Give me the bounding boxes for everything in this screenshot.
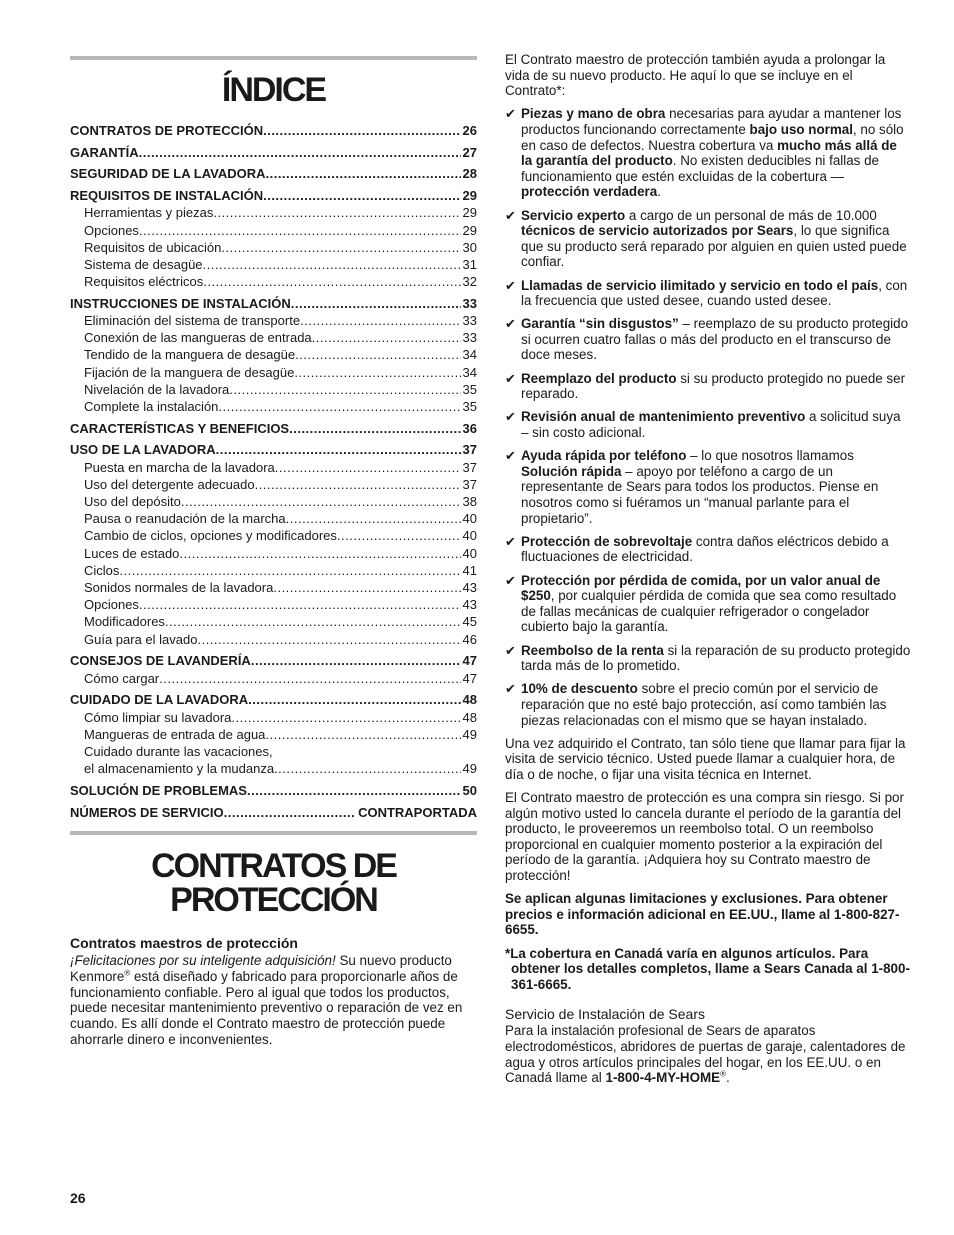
- toc-entry: [70, 420, 477, 437]
- benefit-text: . No existen deducibles ni fallas de funcionamiento que estén excluidas de la cobertura —: [521, 153, 879, 184]
- toc-entry: [70, 122, 477, 139]
- toc-entry: [70, 726, 477, 743]
- toc-entry-page: 50: [462, 782, 477, 798]
- benefit-item: [505, 208, 911, 270]
- toc-leader: [263, 187, 460, 204]
- toc-entry: [70, 804, 477, 821]
- toc-entry-page: CONTRAPORTADA: [358, 804, 477, 820]
- toc-entry-page: 33: [462, 295, 477, 311]
- toc-leader: [139, 222, 461, 239]
- toc-leader: [229, 381, 460, 398]
- toc-entry-page: 37: [462, 459, 477, 475]
- benefit-text: Protección de sobrevoltaje: [521, 533, 693, 549]
- toc-leader: [337, 527, 461, 544]
- toc-entry-page: 47: [462, 653, 477, 669]
- toc-entry-label: Luces de estado: [84, 545, 180, 561]
- toc-leader: [247, 782, 461, 799]
- benefit-item: [505, 681, 911, 728]
- toc-entry-label: Mangueras de entrada de agua: [84, 726, 266, 742]
- benefit-text: Ayuda rápida por teléfono: [521, 448, 687, 464]
- toc-entry-label: el almacenamiento y la mudanza: [84, 761, 275, 777]
- toc-leader: [197, 631, 460, 648]
- toc-entry-page: 46: [462, 631, 477, 647]
- benefit-text: a solicitud suya – sin costo adicional.: [521, 409, 901, 441]
- toc-entry-page: 49: [462, 726, 477, 742]
- toc-entry-label: Fijación de la manguera de desagüe: [84, 364, 295, 380]
- checkmark-icon: ✔: [505, 370, 516, 386]
- toc-leader: [294, 364, 460, 381]
- toc-entry: [70, 510, 477, 527]
- page-number: 26: [70, 1190, 86, 1206]
- benefit-text: Servicio experto: [521, 207, 626, 223]
- toc-entry-label: SEGURIDAD DE LA LAVADORA: [70, 166, 266, 182]
- benefit-text: , con la frecuencia que usted desee, cuando usted desee.: [521, 277, 908, 309]
- toc-leader: [265, 726, 460, 743]
- benefit-text: Llamadas de servicio ilimitado y servicio en todo el país: [521, 277, 879, 293]
- toc-entry-label: Guía para el lavado: [84, 631, 198, 647]
- toc-entry-page: 31: [462, 256, 477, 272]
- checkmark-icon: ✔: [505, 642, 516, 658]
- benefit-text: técnicos de servicio autorizados por Sears: [521, 223, 794, 239]
- benefit-text: – reemplazo de su producto protegido si ocurren cuatro fallas o más del producto en el transcurso de doce meses.: [521, 316, 909, 363]
- toc-leader: [300, 312, 460, 329]
- benefits-list: [505, 106, 911, 728]
- no-risk-paragraph: El Contrato maestro de protección es una compra sin riesgo. Si por algún motivo usted lo cancela durante el período de la garantía del producto, le proveeremos un reembolso total. O un reembolso proporcional en cualquier momento posterior a la expiración del período de la garantía. ¡Adquiera hoy su Contrato maestro de protección!: [505, 790, 904, 884]
- benefit-text: .: [657, 184, 661, 200]
- toc-entry: [70, 381, 477, 398]
- toc-entry-label: CUIDADO DE LA LAVADORA: [70, 692, 249, 708]
- checkmark-icon: ✔: [505, 316, 516, 332]
- benefit-item: [505, 106, 911, 200]
- toc-entry-label: Complete la instalación: [84, 399, 219, 415]
- toc-entry-label: CONTRATOS DE PROTECCIÓN: [70, 123, 264, 138]
- toc-entry: [70, 476, 477, 493]
- toc-entry-page: 40: [462, 511, 477, 527]
- toc-entry: [70, 398, 477, 415]
- toc-entry-label: CARACTERÍSTICAS Y BENEFICIOS: [70, 420, 290, 436]
- toc-leader: [295, 346, 460, 363]
- toc-entry-page: 37: [462, 442, 477, 458]
- toc-entry: [70, 295, 477, 312]
- benefit-text: mucho más allá de la garantía del producto: [521, 137, 897, 169]
- toc-entry: [70, 760, 477, 777]
- toc-leader: [265, 165, 460, 182]
- toc-leader: [165, 613, 461, 630]
- toc-entry: [70, 364, 477, 381]
- toc-entry-label: Sonidos normales de la lavadora: [84, 580, 274, 596]
- toc-entry-page: 40: [462, 545, 477, 561]
- toc-entry-label: Opciones: [84, 597, 139, 613]
- installation-service-paragraph: Para la instalación profesional de Sears de aparatos electrodomésticos, abridores de puertas de garaje, calentadores de agua y otros artículos principales del hogar, en los EE.UU. o en Canadá llame al 1-800-4-MY-HOME®.: [505, 1023, 906, 1086]
- left-column: [70, 56, 477, 1048]
- contracts-title-line-1: CONTRATOS DE: [151, 846, 396, 885]
- benefit-text: Piezas y mano de obra: [521, 106, 666, 122]
- toc-entry-label: NÚMEROS DE SERVICIO: [70, 804, 224, 820]
- benefit-item: [505, 409, 911, 440]
- toc-entry-page: 35: [462, 399, 477, 415]
- toc-entry: [70, 329, 477, 346]
- toc-leader: [231, 709, 460, 726]
- toc-entry-page: 37: [462, 476, 477, 492]
- toc-entry-label: Cambio de ciclos, opciones y modificadores: [84, 528, 337, 544]
- toc-entry-page: 43: [462, 580, 477, 596]
- toc-entry-label: Modificadores: [84, 614, 165, 630]
- toc-leader: [216, 441, 461, 458]
- toc-leader: [139, 144, 461, 161]
- toc-entry: [70, 562, 477, 579]
- toc-entry-label: Uso del depósito: [84, 494, 181, 510]
- benefit-item: [505, 534, 911, 565]
- toc-entry-label: Eliminación del sistema de transporte: [84, 313, 301, 329]
- toc-entry-label: REQUISITOS DE INSTALACIÓN: [70, 188, 264, 204]
- toc-leader: [203, 273, 460, 290]
- toc-entry-page: 29: [462, 205, 477, 221]
- toc-entry: [70, 652, 477, 669]
- toc-entry-page: 29: [462, 222, 477, 238]
- toc-entry-label: SOLUCIÓN DE PROBLEMAS: [70, 782, 247, 798]
- toc-entry: [70, 222, 477, 239]
- toc-entry-label: Requisitos eléctricos: [84, 274, 204, 290]
- toc-leader: [218, 398, 460, 415]
- toc-entry-label: GARANTÍA: [70, 144, 139, 160]
- toc-entry: [70, 631, 477, 648]
- toc-entry-page: 29: [462, 188, 477, 204]
- benefit-item: [505, 643, 911, 674]
- intro-paragraph: El Contrato maestro de protección también ayuda a prolongar la vida de su nuevo producto. He aquí lo que se incluye en el Contrato*:: [505, 52, 886, 99]
- toc-leader: [224, 804, 356, 821]
- benefit-text: – apoyo por teléfono a cargo de un representante de Sears para todos los productos. Piense en nosotros como si fuéramos un “manual parlante para el propietario”.: [521, 463, 879, 526]
- benefit-text: si la reparación de su producto protegido tarda más de lo prometido.: [521, 642, 911, 674]
- toc-entry-label: USO DE LA LAVADORA: [70, 442, 216, 458]
- benefit-text: Protección por pérdida de comida, por un valor anual de $250: [521, 572, 881, 604]
- toc-entry-label: Uso del detergente adecuado: [84, 476, 255, 492]
- checkmark-icon: ✔: [505, 572, 516, 588]
- toc-entry-page: 35: [462, 381, 477, 397]
- toc-leader: [139, 596, 461, 613]
- toc-leader: [203, 256, 461, 273]
- toc-entry: [70, 743, 477, 760]
- toc-entry: [70, 256, 477, 273]
- benefit-item: [505, 573, 911, 635]
- toc-entry-page: 40: [462, 528, 477, 544]
- install-phone: 1-800-4-MY-HOME: [605, 1070, 721, 1086]
- benefit-text: bajo uso normal: [749, 121, 853, 137]
- toc-entry-label: Puesta en marcha de la lavadora: [84, 459, 275, 475]
- toc-entry-page: 49: [462, 761, 477, 777]
- checkmark-icon: ✔: [505, 277, 516, 293]
- checkmark-icon: ✔: [505, 106, 516, 122]
- toc-entry: [70, 441, 477, 458]
- toc-entry: [70, 239, 477, 256]
- toc-leader: [255, 476, 461, 493]
- toc-leader: [291, 295, 461, 312]
- right-column: [505, 52, 911, 1093]
- benefit-text: protección verdadera: [521, 184, 658, 200]
- toc-entry-label: INSTRUCCIONES DE INSTALACIÓN: [70, 295, 291, 311]
- toc-entry: [70, 165, 477, 182]
- toc-entry-page: 33: [462, 313, 477, 329]
- benefit-text: si su producto protegido no puede ser reparado.: [521, 370, 906, 402]
- once-acquired-paragraph: Una vez adquirido el Contrato, tan sólo tiene que llamar para fijar la visita de servicio técnico. Usted puede llamar a cualquier hora, de día o de noche, o fijar una visita técnica en Internet.: [505, 735, 906, 782]
- toc-entry-label: Tendido de la manguera de desagüe: [84, 347, 296, 363]
- toc-entry-page: 47: [462, 670, 477, 686]
- toc-leader: [179, 545, 460, 562]
- benefit-item: [505, 448, 911, 526]
- congrats-text: ¡Felicitaciones por su inteligente adquisición!: [70, 952, 336, 968]
- toc-entry: [70, 691, 477, 708]
- benefit-item: [505, 316, 911, 363]
- toc-entry: [70, 204, 477, 221]
- toc-leader: [286, 510, 461, 527]
- toc-entry: [70, 527, 477, 544]
- toc-entry-page: 34: [462, 364, 477, 380]
- toc-entry: [70, 312, 477, 329]
- benefit-text: – lo que nosotros llamamos: [686, 448, 854, 464]
- toc-entry-page: 34: [462, 347, 477, 363]
- benefit-text: Reembolso de la renta: [521, 642, 664, 658]
- checkmark-icon: ✔: [505, 409, 516, 425]
- toc-leader: [248, 691, 460, 708]
- toc-entry-page: 27: [462, 144, 477, 160]
- benefit-text: 10% de descuento: [521, 681, 638, 697]
- toc-leader: [263, 122, 460, 139]
- toc-leader: [221, 239, 460, 256]
- toc-entry-label: Cuidado durante las vacaciones,: [84, 743, 273, 759]
- toc-entry-page: 38: [462, 494, 477, 510]
- benefit-text: Solución rápida: [521, 463, 622, 479]
- toc-entry: [70, 579, 477, 596]
- checkmark-icon: ✔: [505, 448, 516, 464]
- toc-leader: [213, 204, 460, 221]
- toc-entry: [70, 596, 477, 613]
- benefit-item: [505, 278, 911, 309]
- benefit-text: , lo que significa que su producto será reparado por alguien en quien usted puede confiar.: [521, 223, 907, 270]
- contracts-title: [70, 846, 477, 919]
- benefit-text: contra daños eléctricos debido a fluctuaciones de electricidad.: [521, 533, 889, 565]
- toc-entry: [70, 613, 477, 630]
- toc-entry-label: CONSEJOS DE LAVANDERÍA: [70, 653, 251, 669]
- benefit-item: [505, 371, 911, 402]
- limitations-note: Se aplican algunas limitaciones y exclusiones. Para obtener precios e información adicional en EE.UU., llame al 1-800-827-6655.: [505, 891, 900, 938]
- toc-entry: [70, 493, 477, 510]
- benefit-text: Revisión anual de mantenimiento preventivo: [521, 409, 806, 425]
- master-contracts-paragraph: ¡Felicitaciones por su inteligente adquisición! Su nuevo producto Kenmore® está diseñado y fabricado para proporcionarle años de funcionamiento confiable. Pero al igual que todos los productos, puede necesitar mantenimiento preventivo o reparación de vez en cuando. Es allí donde el Contrato maestro de protección puede ahorrarle dinero e inconvenientes.: [70, 952, 463, 1048]
- toc-entry-page: 36: [462, 420, 477, 436]
- benefit-text: Reemplazo del producto: [521, 370, 677, 386]
- checkmark-icon: ✔: [505, 207, 516, 223]
- toc-entry-page: 43: [462, 597, 477, 613]
- canada-note: *La cobertura en Canadá varía en algunos artículos. Para obtener los detalles completos, llame a Sears Canada al 1-800-361-6665.: [505, 945, 910, 992]
- master-contracts-heading: Contratos maestros de protección: [70, 934, 298, 951]
- toc-entry-page: 28: [462, 166, 477, 182]
- top-divider: [70, 56, 477, 60]
- toc-leader: [251, 652, 461, 669]
- toc-entry-page: 33: [462, 330, 477, 346]
- toc-entry-label: Ciclos: [84, 562, 120, 578]
- toc-leader: [275, 459, 461, 476]
- toc-leader: [273, 579, 460, 596]
- toc-entry-label: Herramientas y piezas: [84, 205, 214, 221]
- benefit-text: a cargo de un personal de más de 10.000: [625, 207, 877, 223]
- toc-entry: [70, 545, 477, 562]
- benefit-text: sobre el precio común por el servicio de reparación que no esté bajo protección, así como también las piezas relacionadas con el mismo que se hayan instalado.: [521, 681, 887, 728]
- toc-entry-page: 26: [462, 123, 477, 138]
- toc-entry: [70, 782, 477, 799]
- toc-entry-page: 32: [462, 274, 477, 290]
- toc-leader: [181, 493, 461, 510]
- toc-entry-label: Cómo cargar: [84, 670, 160, 686]
- toc-leader: [312, 329, 461, 346]
- toc-leader: [274, 760, 460, 777]
- toc-leader: [159, 670, 460, 687]
- toc-entry: [70, 144, 477, 161]
- checkmark-icon: ✔: [505, 681, 516, 697]
- table-of-contents: [70, 122, 477, 821]
- section-divider: [70, 831, 477, 835]
- contracts-title-line-2: PROTECCIÓN: [170, 880, 377, 919]
- toc-leader: [119, 562, 460, 579]
- toc-entry: [70, 459, 477, 476]
- installation-service-heading: Servicio de Instalación de Sears: [505, 1006, 705, 1023]
- toc-entry: [70, 187, 477, 204]
- toc-entry-label: Opciones: [84, 222, 139, 238]
- toc-entry-page: 48: [462, 692, 477, 708]
- toc-entry: [70, 709, 477, 726]
- toc-entry-label: Pausa o reanudación de la marcha: [84, 511, 286, 527]
- index-title: ÍNDICE: [221, 71, 326, 109]
- toc-entry-label: Nivelación de la lavadora: [84, 381, 230, 397]
- toc-entry: [70, 670, 477, 687]
- checkmark-icon: ✔: [505, 533, 516, 549]
- toc-entry-page: 48: [462, 709, 477, 725]
- toc-entry: [70, 273, 477, 290]
- toc-entry-page: 41: [462, 562, 477, 578]
- toc-entry-page: 45: [462, 614, 477, 630]
- toc-entry-page: 30: [462, 239, 477, 255]
- toc-entry-label: Conexión de las mangueras de entrada: [84, 330, 312, 346]
- benefit-text: , por cualquier pérdida de comida que sea como resultado de fallas mecánicas de cualquier refrigerador o congelador cubierto bajo la garantía.: [521, 588, 897, 635]
- benefit-text: , no sólo en caso de defectos. Nuestra cobertura va: [521, 121, 904, 153]
- toc-entry-label: Requisitos de ubicación: [84, 239, 222, 255]
- benefit-text: Garantía “sin disgustos”: [521, 316, 679, 332]
- benefit-text: necesarias para ayudar a mantener los productos funcionando correctamente: [521, 106, 902, 137]
- toc-leader: [289, 420, 460, 437]
- toc-entry: [70, 346, 477, 363]
- toc-entry-label: Sistema de desagüe: [84, 256, 203, 272]
- toc-entry-label: Cómo limpiar su lavadora: [84, 709, 232, 725]
